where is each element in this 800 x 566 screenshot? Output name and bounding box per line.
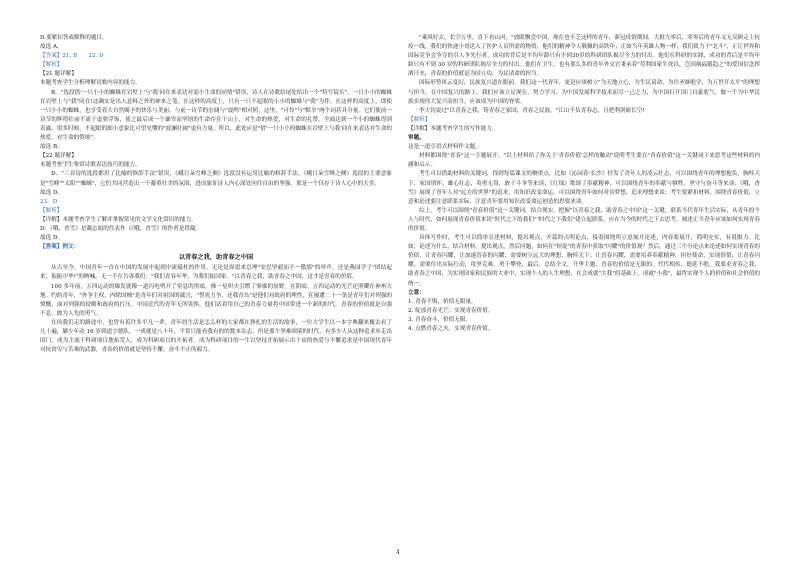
paragraph: 故选 A。 [40,44,63,51]
paragraph: 【详解】本题考查学生的写作能力。 [408,125,498,132]
paragraph: 【21 题详解】 [40,71,77,78]
paragraph: 考生可以借助材料的关键词，找到每篇课文的侧重点，比如《沁园春·长沙》抒发了青年人的凌云壮志，可以围绕青年的理想抱负，胸怀天下，家国情怀，雄心壮志，英勇无畏，敢于斗争等来谈；《红烛》歌颂了奉献精神，可以围绕青年的奉献与牺牲，坚守与奋斗等来谈；《哦，香雪》展现了青年人对"远方的世界"的追求，用知识改变命运，可以围绕青年如何对待梦想，追求理想来谈；考生要紧扣材料，围绕青春价值，立意和论述要注意联系实际，注意青年要用知识改变命运创造的思要来谈。 [408,171,760,205]
paragraph: D.要紧扣答或解释的题目。 [40,35,108,41]
paragraph: 100 多年前，五四运动的爆发就像一道闪电劈开了窒息的黑暗，像一星炽火引燃了寥廓的原野。在阴暗，五四运动的光芒还照耀在神州大地。约的青年，"外争主权，内除国贼"是青年们对祖国的诚言，"誓死力争，还我青岛"是他们对政府的理性，在屡遭二十一条是青年们对列强的愤慨，面对列强的侵略和政府的打压，中国近代的青年无所畏惧，他们试着用自己的青春力量将中国带进一个新的时代。青春的价值就是自强不息，敢为人先的勇气。 [40,283,392,317]
paragraph: 具体写作时，考生可以简单引述材料，提出观点，开篇的点明论点，接着围绕所立意展开论述，内容要展开，简明充实，有说服力。比如，论述为什么，结合材料，提出观点，然后问题，如何在"短促"的青春中获取"闪耀"的价值观？然后，通过三个分论点来论述如何实现青春的价值，让青春闪耀，让加速青春的闪耀，需要树立远大的理想，胸怀天下；让青春闪耀，需要培养奉献精神，担好使命，实现价值；让青春闪耀，需要付出实际行动，攻坚克难，勇于攀登，最后，总结全文，升华主题，青春的价值是无限的，代代相传，德延不绝，我要求青春之我，助青春之中国，为实现国家和民族的大业中，实现个人的人生理想，在会成就"大我"的基础上，成就"小我"，最终实现个人的价值和社会价值的统一。 [408,235,760,287]
paragraph: 材料都围绕"青春"这一主题展开。"以上材料给了你关于'青春价值'怎样的触动"说明考生要在"青春价值"这一关键词下来思考这些材料的内涵和启示。 [408,153,760,169]
paragraph: 【22 题详解】 [40,153,77,160]
paragraph: 1. 青春不悔，价值无限量。 [408,298,477,305]
paragraph: 2. 绽放青春光芒，实现青春价值。 [408,307,494,314]
paragraph: 这是一道引语式材料作文题。 [408,144,481,151]
paragraph: 从古至今，中国青年一直在中国的发展中起到中流砥柱的作用。无论是周恩来总理"安忍坚毅而不一傲那"的呼声，还是燕园学子"团结起来，振振中华!"的呐喊，无一不在告诉我们："我们青春年华，为我们振国家。"以青春之我，助青春之中国，这才是青春的价值。 [40,265,392,281]
paragraph: B．"选段借'一只小小的蜘蛛在岩壁上'与'我'同在来表达对弱小生命的同情"错误，诗人在诗歌结尾处给出一个"特写镜头"，一只小小的蜘蛛在岩壁上与"我"同在!这确实是出人意料之外的神来之笔。在这样的高度上，只有一只不起眼的小小的蜘蛛与"我"为伴。在这样的高度上，即使一只小小的蜘蛛，也享受着大自然赐予的快乐与美丽。与前一诗节的宏阔与"震鸣"相对照，这里，"可怜"与"默享"两个词甚具分量。它们使前一诗节的辉煌壮丽不流于虚骄浮饰，使之最后成一个谦卑而坚韧的生命存在于山上，对生命的热爱，对生命的礼赞。全面达到一个小的蜘蛛得到表露。很多时候，不起眼的细小意象比可望见懂的"波澜壮阔"更有力量。所以，此处应是"借'一只小小的蜘蛛在岩壁上与我'同在来表达对生命的热爱，对生命的赞颂"。 [40,89,393,142]
paragraph: 综上，考生可以围绕"青春价值"这一关键词，结合现实，把握"以青春之我，助青春之中国"这一关键，联系当代青年生活实际，从青年的个人与时代，如何展现青春价值来谈"时代之下的我们""时代之下我们"建立起联系，应在当今的时代之下去思考，阐述正当青年应该如何实现青春的价值。 [408,207,760,232]
paragraph: 【答案】21. B 22. D [40,53,104,60]
paragraph: 在伟我们走的路途中，也曾有着许多平凡一辈，青年的生活是怎么样的大家都在挣扎的生活的故事，一位大学生以一本字典翻来覆去看了几十遍，躺少年动 16 岁到道字德队，一成就是八十年，平常只能看我有的的数本杂志。但是那个坚难困境的时代，有多少人从这种追求步走出国门，成为主流于科研项目地拓荒人，成为科研项目的开拓者。成为科研项目的一生以坚持开拓展示出于由的热爱与不懈追求是中国现代青年对抗贫穷与苦难的武器，青春的价值就是坚持不懈，奋斗不止的毅力。 [40,319,392,354]
paragraph: 3. 青春奋斗，价值无限。 [408,316,472,323]
paragraph: 23．D [40,198,58,205]
paragraph: 【答案】例文： [40,244,80,251]
paragraph: 故选 B。 [40,144,63,151]
right-column [408,34,760,334]
paragraph: 李大钊说过"以青春之我，铸青春之家国，青春之民族。"江山不负青春志，且把利剑砺长空! [419,107,645,114]
paragraph: 【解析】 [40,62,63,69]
paragraph: 故选 D。 [40,189,64,196]
paragraph: 故选 D。 [40,235,64,242]
paragraph: 4. 点燃青春之火，实现青春价值。 [408,326,494,332]
paragraph: 国际形势风云变幻，民族复兴道在眼前。我们这一代青年，更是应该树立"为天地立心，为生民请命，为往圣继绝学，为万世开太平"的理想与担当，在中国复兴的路上，我们应该立足现在，努力学习，为中国发展科学技术而尽一己之力，为中国打开国门自豪底气。做一个为中华民族实现伟大复兴而担当，应该成为中国的脊梁。 [408,80,760,105]
paragraph: 【解析】 [40,207,63,214]
left-column [40,34,392,355]
paragraph: 审题。 [408,135,425,142]
paragraph: 本题考查学生鉴赏诗歌表达技巧的能力。 [40,162,141,169]
paragraph: D．"三首诗的选段都用了比喻的修辞手法"错误，《峨日朵雪峰之侧》选段没有运用比喻的修辞手法。《峨日朵雪峰之侧》选段的主要意象是"雪峰""太阳""蜘蛛"，它们共同营造出一个凝重壮美的氛围，进而象征诗人内心深处向往自由的坚强，那是一个仅存于诗人心中的天堂。 [40,171,392,187]
page-number: 4 [396,549,400,556]
paragraph: 以青春之我，助青春之中国 [178,254,254,262]
paragraph: 【详解】本题考查学生了解并掌握常见的文学文化常识的能力。 [40,216,197,223]
paragraph: D．《哦，香雪》是凝志娟的代表作（《哦，香雪》的作者是铁凝。 [40,225,202,232]
paragraph: 本题考查学生分析理解诗歌内容的能力。 [40,80,141,87]
paragraph: 【解析】 [408,116,431,123]
paragraph: "乘风好去，长空万里，直下看山河。"放眼飘壹中国，现在也不乏这样的青年，新冠疫情期间，大批九零后、零零后的青年义无反顾走上抗疫一线，我们的快递小哥送入了医护人员所需的物资，他们的精神令人敬佩的高铁年；正如当年英雄人物一样，我们致力于"北斗"，正让世界和国际竞争会争夺的引人争先行者，成功的背后是平均年龄只有不到30岁的科研团队揭尽全力的付出。他们在科研的实践，成功的背后是平均年龄只有不到 30 岁的科研团队揭尽全力的付出。他们在卫生，也有那么多的青年外交官秉承着"苟利国家生死以，岂因祸福避趋之"的爱国信念挥洒汗水，青春的价值就是为国立功，为民请命的担当。 [408,35,760,78]
paragraph: 立意： [408,289,425,296]
